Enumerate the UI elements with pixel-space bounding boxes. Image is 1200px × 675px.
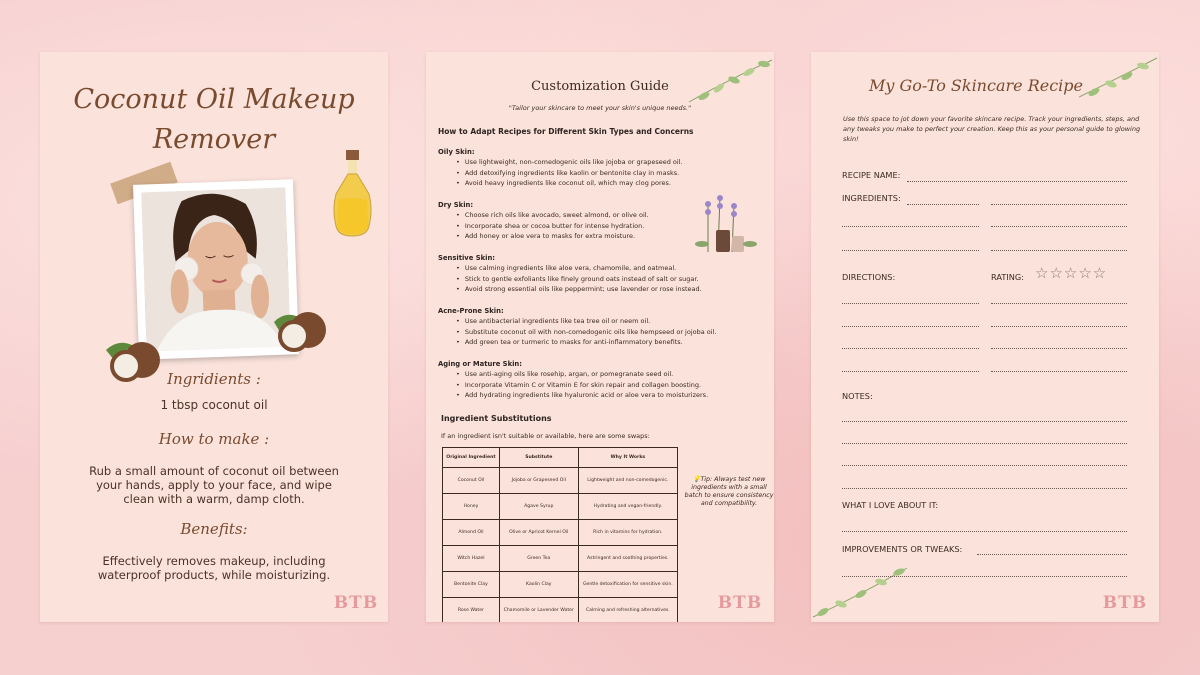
directions-line[interactable] — [842, 303, 979, 304]
customization-guide-page — [426, 52, 774, 622]
howto-heading: How to make : — [158, 430, 270, 448]
logo-mark: BTB — [1102, 593, 1148, 613]
improvements-line[interactable] — [842, 576, 1127, 577]
page-title: My Go-To Skincare Recipe — [869, 76, 1083, 95]
tip-item: • Use calming ingredients like aloe vera, chamomile, and oatmeal. — [456, 263, 702, 274]
ingredient-line[interactable] — [991, 250, 1127, 251]
skin-type-heading: Oily Skin: — [438, 148, 475, 156]
intro-text: Use this space to jot down your favorite skincare recipe. Track your ingredients, steps, and any tweaks you make to perfect your creation. Keep this as your personal guide to glowing skin! — [843, 115, 1141, 143]
notes-line[interactable] — [842, 443, 1127, 444]
notes-line[interactable] — [842, 465, 1127, 466]
recipe-name-label: RECIPE NAME: — [842, 170, 901, 180]
table-row — [443, 572, 678, 598]
howto-text: Rub a small amount of coconut oil between your hands, apply to your face, and wipe clean with a warm, damp cloth. — [89, 464, 339, 506]
brand-logo — [714, 595, 766, 616]
table-header: Why It Works — [578, 448, 677, 468]
table-cell: Olive or Apricot Kernel Oil — [499, 520, 578, 546]
recipe-card-page — [40, 52, 388, 622]
benefits-text: Effectively removes makeup, including waterproof products, while moisturizing. — [97, 554, 331, 582]
skin-type-heading: Aging or Mature Skin: — [438, 360, 522, 368]
tip-item: • Substitute coconut oil with non-comedogenic oils like hempseed or jojoba oil. — [456, 327, 716, 338]
logo-mark: BTB — [717, 593, 763, 613]
table-cell: Witch Hazel — [443, 546, 500, 572]
table-cell: Honey — [443, 494, 500, 520]
skin-type-heading: Dry Skin: — [438, 201, 474, 209]
tip-text: 💡Tip: Always test new ingredients with a small batch to ensure consistency and compatibility. — [684, 476, 774, 507]
notes-line[interactable] — [842, 488, 1127, 489]
table-row — [443, 494, 678, 520]
ingredients-label: INGREDIENTS: — [842, 193, 901, 203]
table-cell: Gentle detoxification for sensitive skin. — [578, 572, 677, 598]
table-header: Substitute — [499, 448, 578, 468]
lavender-icon — [694, 192, 758, 254]
table-cell: Rich in vitamins for hydration. — [578, 520, 677, 546]
improvements-label: IMPROVEMENTS OR TWEAKS: — [842, 544, 963, 554]
ingredients-text: 1 tbsp coconut oil — [160, 398, 268, 412]
tip-item: • Use antibacterial ingredients like tea tree oil or neem oil. — [456, 316, 716, 327]
rating-stars[interactable]: ☆☆☆☆☆ — [1035, 264, 1108, 282]
directions-label: DIRECTIONS: — [842, 272, 896, 282]
table-row — [443, 546, 678, 572]
ingredient-line[interactable] — [991, 226, 1127, 227]
quote: "Tailor your skincare to meet your skin's unique needs." — [508, 104, 692, 112]
directions-line[interactable] — [991, 303, 1127, 304]
improvements-line[interactable] — [977, 554, 1127, 555]
table-cell: Rose Water — [443, 598, 500, 623]
page-title: Customization Guide — [531, 79, 669, 94]
tip-item: • Add green tea or turmeric to masks for anti-inflammatory benefits. — [456, 337, 716, 348]
tip-item: • Add honey or aloe vera to masks for extra moisture. — [456, 231, 649, 242]
skincare-recipe-worksheet-page — [811, 52, 1159, 622]
tip-item: • Use anti-aging oils like rosehip, argan, or pomegranate seed oil. — [456, 369, 708, 380]
table-row — [443, 520, 678, 546]
ingredient-line[interactable] — [842, 250, 979, 251]
title-line-2: Remover — [152, 124, 276, 155]
table-cell: Calming and refreshing alternatives. — [578, 598, 677, 623]
directions-line[interactable] — [842, 326, 979, 327]
table-cell: Chamomile or Lavender Water — [499, 598, 578, 623]
section-heading: How to Adapt Recipes for Different Skin Types and Concerns — [438, 127, 694, 136]
table-cell: Jojoba or Grapeseed Oil — [499, 468, 578, 494]
leaf-branch-icon — [811, 562, 911, 622]
benefits-heading: Benefits: — [180, 520, 248, 538]
skin-type-tips — [456, 316, 716, 348]
notes-label: NOTES: — [842, 391, 873, 401]
oil-bottle-icon — [330, 150, 375, 240]
ingredient-line[interactable] — [907, 204, 979, 205]
table-cell: Green Tea — [499, 546, 578, 572]
recipe-name-line[interactable] — [907, 181, 1127, 182]
table-cell: Bentonite Clay — [443, 572, 500, 598]
table-cell: Kaolin Clay — [499, 572, 578, 598]
rating-label: RATING: — [991, 272, 1024, 282]
tip-item: • Choose rich oils like avocado, sweet almond, or olive oil. — [456, 210, 649, 221]
brand-logo — [330, 595, 382, 616]
table-cell: Lightweight and non-comedogenic. — [578, 468, 677, 494]
subs-intro: If an ingredient isn't suitable or available, here are some swaps: — [441, 432, 650, 440]
logo-mark: BTB — [333, 593, 379, 613]
directions-line[interactable] — [991, 371, 1127, 372]
table-cell: Coconut Oil — [443, 468, 500, 494]
skin-type-tips — [456, 210, 649, 242]
tip-item: • Use lightweight, non-comedogenic oils like jojoba or grapeseed oil. — [456, 157, 683, 168]
table-row — [443, 598, 678, 623]
ingredients-heading: Ingridients : — [167, 370, 261, 388]
notes-line[interactable] — [842, 421, 1127, 422]
table-header: Original Ingredient — [443, 448, 500, 468]
skin-type-tips — [456, 157, 683, 189]
subs-heading: Ingredient Substitutions — [441, 414, 552, 423]
tip-item: • Incorporate shea or cocoa butter for intense hydration. — [456, 221, 649, 232]
love-line[interactable] — [842, 531, 1127, 532]
ingredient-line[interactable] — [991, 204, 1127, 205]
tip-item: • Add detoxifying ingredients like kaolin or bentonite clay in masks. — [456, 168, 683, 179]
page-title — [40, 80, 388, 160]
skin-type-heading: Acne-Prone Skin: — [438, 307, 504, 315]
skin-type-tips — [456, 263, 702, 295]
directions-line[interactable] — [991, 348, 1127, 349]
brand-logo — [1099, 595, 1151, 616]
love-label: WHAT I LOVE ABOUT IT: — [842, 500, 939, 510]
table-cell: Hydrating and vegan-friendly. — [578, 494, 677, 520]
table-row — [443, 468, 678, 494]
table-cell: Astringent and soothing properties. — [578, 546, 677, 572]
tip-item: • Stick to gentle exfoliants like finely ground oats instead of salt or sugar. — [456, 274, 702, 285]
tip-item: • Avoid heavy ingredients like coconut oil, which may clog pores. — [456, 178, 683, 189]
coconut-icon — [272, 304, 332, 356]
ingredient-line[interactable] — [842, 226, 979, 227]
skin-type-heading: Sensitive Skin: — [438, 254, 496, 262]
table-cell: Agave Syrup — [499, 494, 578, 520]
substitution-table — [442, 447, 678, 622]
skin-type-tips — [456, 369, 708, 401]
tip-item: • Avoid strong essential oils like peppermint; use lavender or rose instead. — [456, 284, 702, 295]
directions-line[interactable] — [842, 371, 979, 372]
table-cell: Almond Oil — [443, 520, 500, 546]
directions-line[interactable] — [842, 348, 979, 349]
tip-item: • Add hydrating ingredients like hyaluronic acid or aloe vera to moisturizers. — [456, 390, 708, 401]
tip-item: • Incorporate Vitamin C or Vitamin E for skin repair and collagen boosting. — [456, 380, 708, 391]
title-line-1: Coconut Oil Makeup — [73, 84, 355, 115]
directions-line[interactable] — [991, 326, 1127, 327]
